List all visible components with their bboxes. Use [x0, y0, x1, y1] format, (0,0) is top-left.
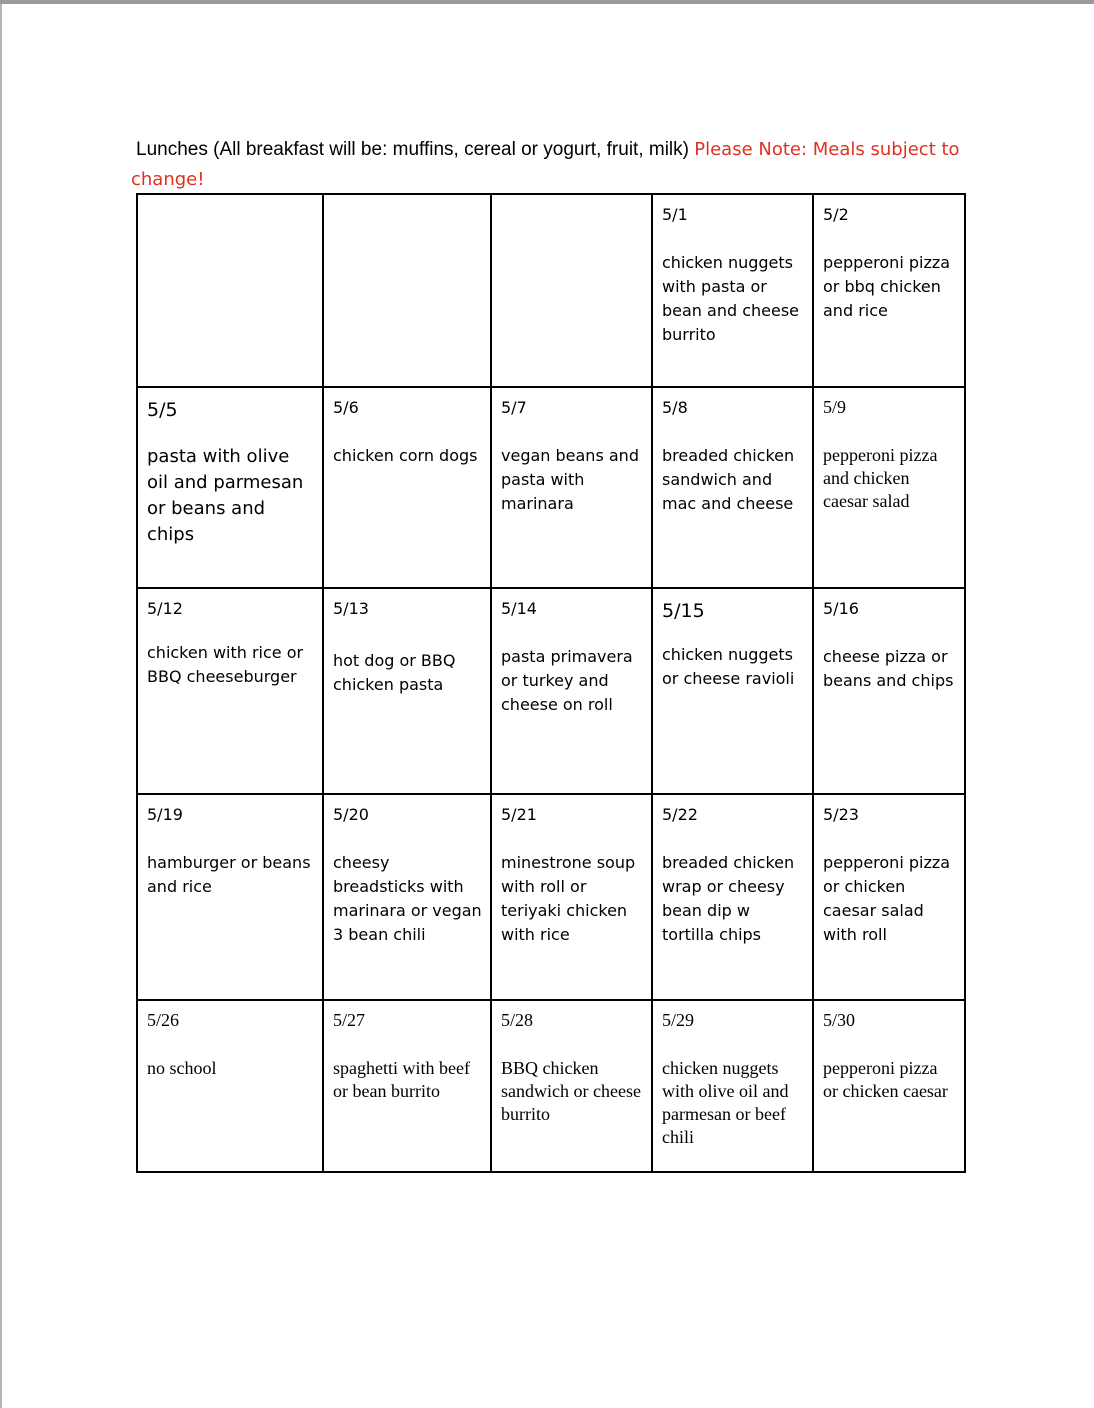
day-meal: chicken with rice or BBQ cheeseburger: [147, 643, 304, 686]
day-meal: chicken nuggets with olive oil and parmesan or beef chili: [662, 1058, 789, 1147]
day-meal: pepperoni pizza or chicken caesar salad with roll: [823, 853, 951, 944]
day-cell: [323, 1000, 491, 1172]
day-meal: breaded chicken sandwich and mac and cheese: [662, 446, 795, 513]
table-row-week-4: [137, 794, 965, 1000]
day-meal: cheese pizza or beans and chips: [823, 647, 954, 690]
day-date: 5/7: [501, 398, 527, 417]
day-cell: [137, 794, 323, 1000]
day-meal: pepperoni pizza or chicken caesar: [823, 1058, 948, 1101]
day-date: 5/29: [662, 1010, 695, 1030]
day-cell: [323, 387, 491, 588]
day-cell: [652, 588, 813, 794]
day-meal: pepperoni pizza or bbq chicken and rice: [823, 253, 951, 320]
day-date: 5/2: [823, 205, 849, 224]
day-meal: chicken nuggets or cheese ravioli: [662, 645, 795, 688]
day-date: 5/22: [662, 805, 698, 824]
day-cell: [137, 1000, 323, 1172]
day-date: 5/19: [147, 805, 183, 824]
day-cell-empty: [491, 194, 652, 387]
day-cell: [813, 794, 965, 1000]
menu-heading: [131, 135, 961, 195]
day-cell: [491, 1000, 652, 1172]
day-cell: [323, 588, 491, 794]
day-date: 5/6: [333, 398, 359, 417]
day-date: [333, 203, 482, 227]
day-date: 5/1: [662, 205, 688, 224]
day-meal: pasta primavera or turkey and cheese on roll: [501, 647, 633, 714]
day-meal: hot dog or BBQ chicken pasta: [333, 651, 456, 694]
table-row-week-5: [137, 1000, 965, 1172]
day-meal: hamburger or beans and rice: [147, 853, 311, 896]
day-cell: [491, 588, 652, 794]
day-cell-empty: [137, 194, 323, 387]
day-cell: [652, 1000, 813, 1172]
day-meal: pasta with olive oil and parmesan or beans and chips: [147, 446, 304, 545]
day-date: 5/26: [147, 1010, 180, 1030]
day-meal: BBQ chicken sandwich or cheese burrito: [501, 1058, 641, 1124]
day-meal: vegan beans and pasta with marinara: [501, 446, 639, 513]
day-meal: cheesy breadsticks with marinara or vegan 3 bean chili: [333, 853, 482, 944]
day-date: 5/20: [333, 805, 369, 824]
day-date: [147, 203, 314, 227]
viewer-top-border: [0, 0, 1094, 4]
day-date: 5/13: [333, 599, 369, 618]
day-meal: pepperoni pizza and chicken caesar salad: [823, 445, 938, 511]
day-meal: breaded chicken wrap or cheesy bean dip w tortilla chips: [662, 853, 795, 944]
table-row-week-1: [137, 194, 965, 387]
page-left-edge: [0, 4, 2, 1408]
day-date: 5/15: [662, 600, 705, 622]
day-cell: [652, 387, 813, 588]
day-cell: [813, 387, 965, 588]
day-date: 5/5: [147, 399, 178, 421]
day-date: 5/27: [333, 1010, 366, 1030]
day-cell: [652, 194, 813, 387]
day-meal: no school: [147, 1058, 217, 1078]
day-cell: [813, 194, 965, 387]
day-cell: [652, 794, 813, 1000]
day-cell: [137, 588, 323, 794]
day-date: [501, 203, 643, 227]
table-row-week-3: [137, 588, 965, 794]
heading-lead: Lunches (All breakfast will be: muffins, cereal or yogurt, fruit, milk): [136, 139, 689, 160]
table-row-week-2: [137, 387, 965, 588]
day-date: 5/23: [823, 805, 859, 824]
day-date: 5/16: [823, 599, 859, 618]
day-date: 5/28: [501, 1010, 534, 1030]
day-date: 5/14: [501, 599, 537, 618]
heading-note: Please Note: Meals subject to change!: [131, 139, 960, 190]
lunch-menu-table: [136, 193, 966, 1173]
day-meal: spaghetti with beef or bean burrito: [333, 1058, 470, 1101]
day-date: 5/8: [662, 398, 688, 417]
day-date: 5/30: [823, 1010, 856, 1030]
day-cell: [491, 794, 652, 1000]
day-cell: [137, 387, 323, 588]
day-meal: minestrone soup with roll or teriyaki chicken with rice: [501, 853, 636, 944]
day-meal: chicken nuggets with pasta or bean and cheese burrito: [662, 253, 800, 344]
day-date: 5/21: [501, 805, 537, 824]
day-cell-empty: [323, 194, 491, 387]
day-date: 5/12: [147, 599, 183, 618]
day-cell: [491, 387, 652, 588]
day-cell: [813, 1000, 965, 1172]
day-meal: chicken corn dogs: [333, 446, 478, 465]
day-date: 5/9: [823, 397, 847, 417]
day-cell: [813, 588, 965, 794]
day-cell: [323, 794, 491, 1000]
